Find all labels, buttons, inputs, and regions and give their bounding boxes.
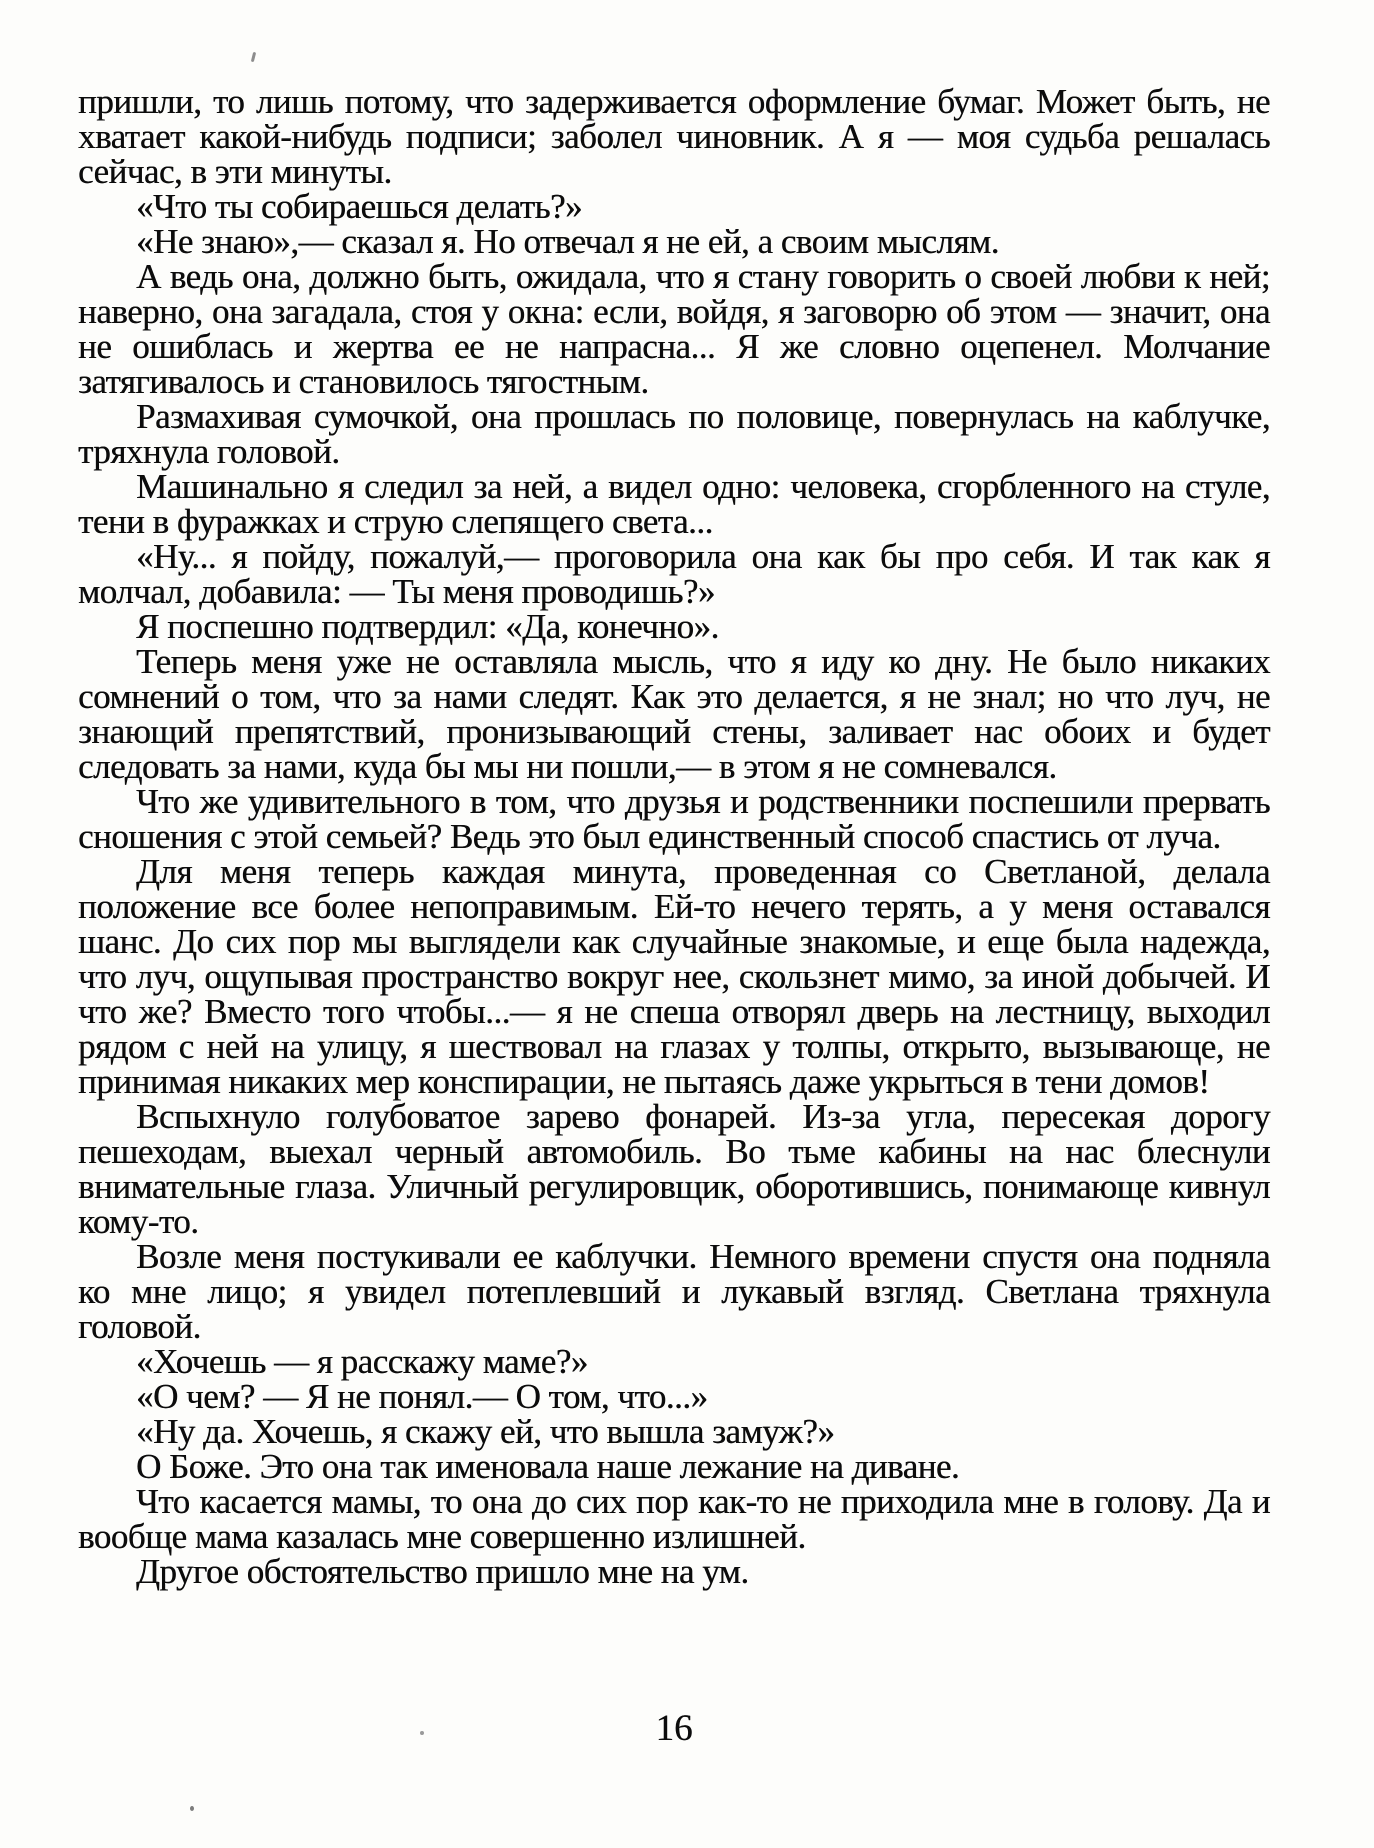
paragraph: Возле меня постукивали ее каблучки. Немного времени спустя она подняла ко мне лицо; я увидел потеплевший и лукавый взгляд. Светлана тряхнула головой. [78,1237,1270,1346]
scan-artifact-bottom [190,1806,194,1811]
paragraph: «Что ты собираешься делать?» [136,187,583,226]
paragraph: Я поспешно подтвердил: «Да, конечно». [136,607,719,646]
paragraph: Машинально я следил за ней, а видел одно: человека, сгорбленного на стуле, тени в фуражках и струю слепящего света... [78,467,1270,541]
page-number: 16 [655,1708,693,1749]
paragraph: Что касается мамы, то она до сих пор как-то не приходила мне в голову. Да и вообще мама казалась мне совершенно излишней. [78,1482,1270,1556]
paragraph: Для меня теперь каждая минута, проведенная со Светланой, делала положение все более непоправимым. Ей-то нечего терять, а у меня оставался шанс. До сих пор мы выглядели как случайные знакомые, и еще была надежда, что луч, ощупывая пространство вокруг нее, скользнет мимо, за иной добычей. И что же? Вместо того чтобы...— я не спеша отворял дверь на лестницу, выходил рядом с ней на улицу, я шествовал на глазах у толпы, открыто, вызывающе, не принимая никаких мер конспирации, не пытаясь даже укрыться в тени домов! [78,852,1270,1101]
paragraph: Теперь меня уже не оставляла мысль, что я иду ко дну. Не было никаких сомнений о том, что за нами следят. Как это делается, я не знал; но что луч, не знающий препятствий, пронизывающий стены, заливает нас обоих и будет следовать за нами, куда бы мы ни пошли,— в этом я не сомневался. [78,642,1270,786]
paragraph: «Ну да. Хочешь, я скажу ей, что вышла замуж?» [136,1412,835,1451]
paragraph: «Ну... я пойду, пожалуй,— проговорила она как бы про себя. И так как я молчал, добавила: — Ты меня проводишь?» [78,537,1270,611]
paragraph: пришли, то лишь потому, что задерживается оформление бумаг. Может быть, не хватает какой-нибудь подписи; заболел чиновник. А я — моя судьба решалась сейчас, в эти минуты. [78,82,1270,191]
paragraph: О Боже. Это она так именовала наше лежание на диване. [136,1447,960,1486]
paragraph: Размахивая сумочкой, она прошлась по половице, повернулась на каблучке, тряхнула головой. [78,397,1270,471]
paragraph: Вспыхнуло голубоватое зарево фонарей. Из-за угла, пересекая дорогу пешеходам, выехал черный автомобиль. Во тьме кабины на нас блеснули внимательные глаза. Уличный регулировщик, оборотившись, понимающе кивнул кому-то. [78,1097,1270,1241]
paragraph: «Хочешь — я расскажу маме?» [136,1342,588,1381]
paragraph: «О чем? — Я не понял.— О том, что...» [136,1377,708,1416]
paragraph: Другое обстоятельство пришло мне на ум. [136,1552,749,1591]
text-block [78,84,1270,1589]
paragraph: «Не знаю»,— сказал я. Но отвечал я не ей, а своим мыслям. [136,222,999,261]
scan-artifact-top [251,52,256,62]
paragraph: Что же удивительного в том, что друзья и родственники поспешили прервать сношения с этой семьей? Ведь это был единственный способ спастись от луча. [78,782,1270,856]
paragraph: А ведь она, должно быть, ожидала, что я стану говорить о своей любви к ней; наверно, она загадала, стоя у окна: если, войдя, я заговорю об этом — значит, она не ошиблась и жертва ее не напрасна... Я же словно оцепенел. Молчание затягивалось и становилось тягостным. [78,257,1270,401]
